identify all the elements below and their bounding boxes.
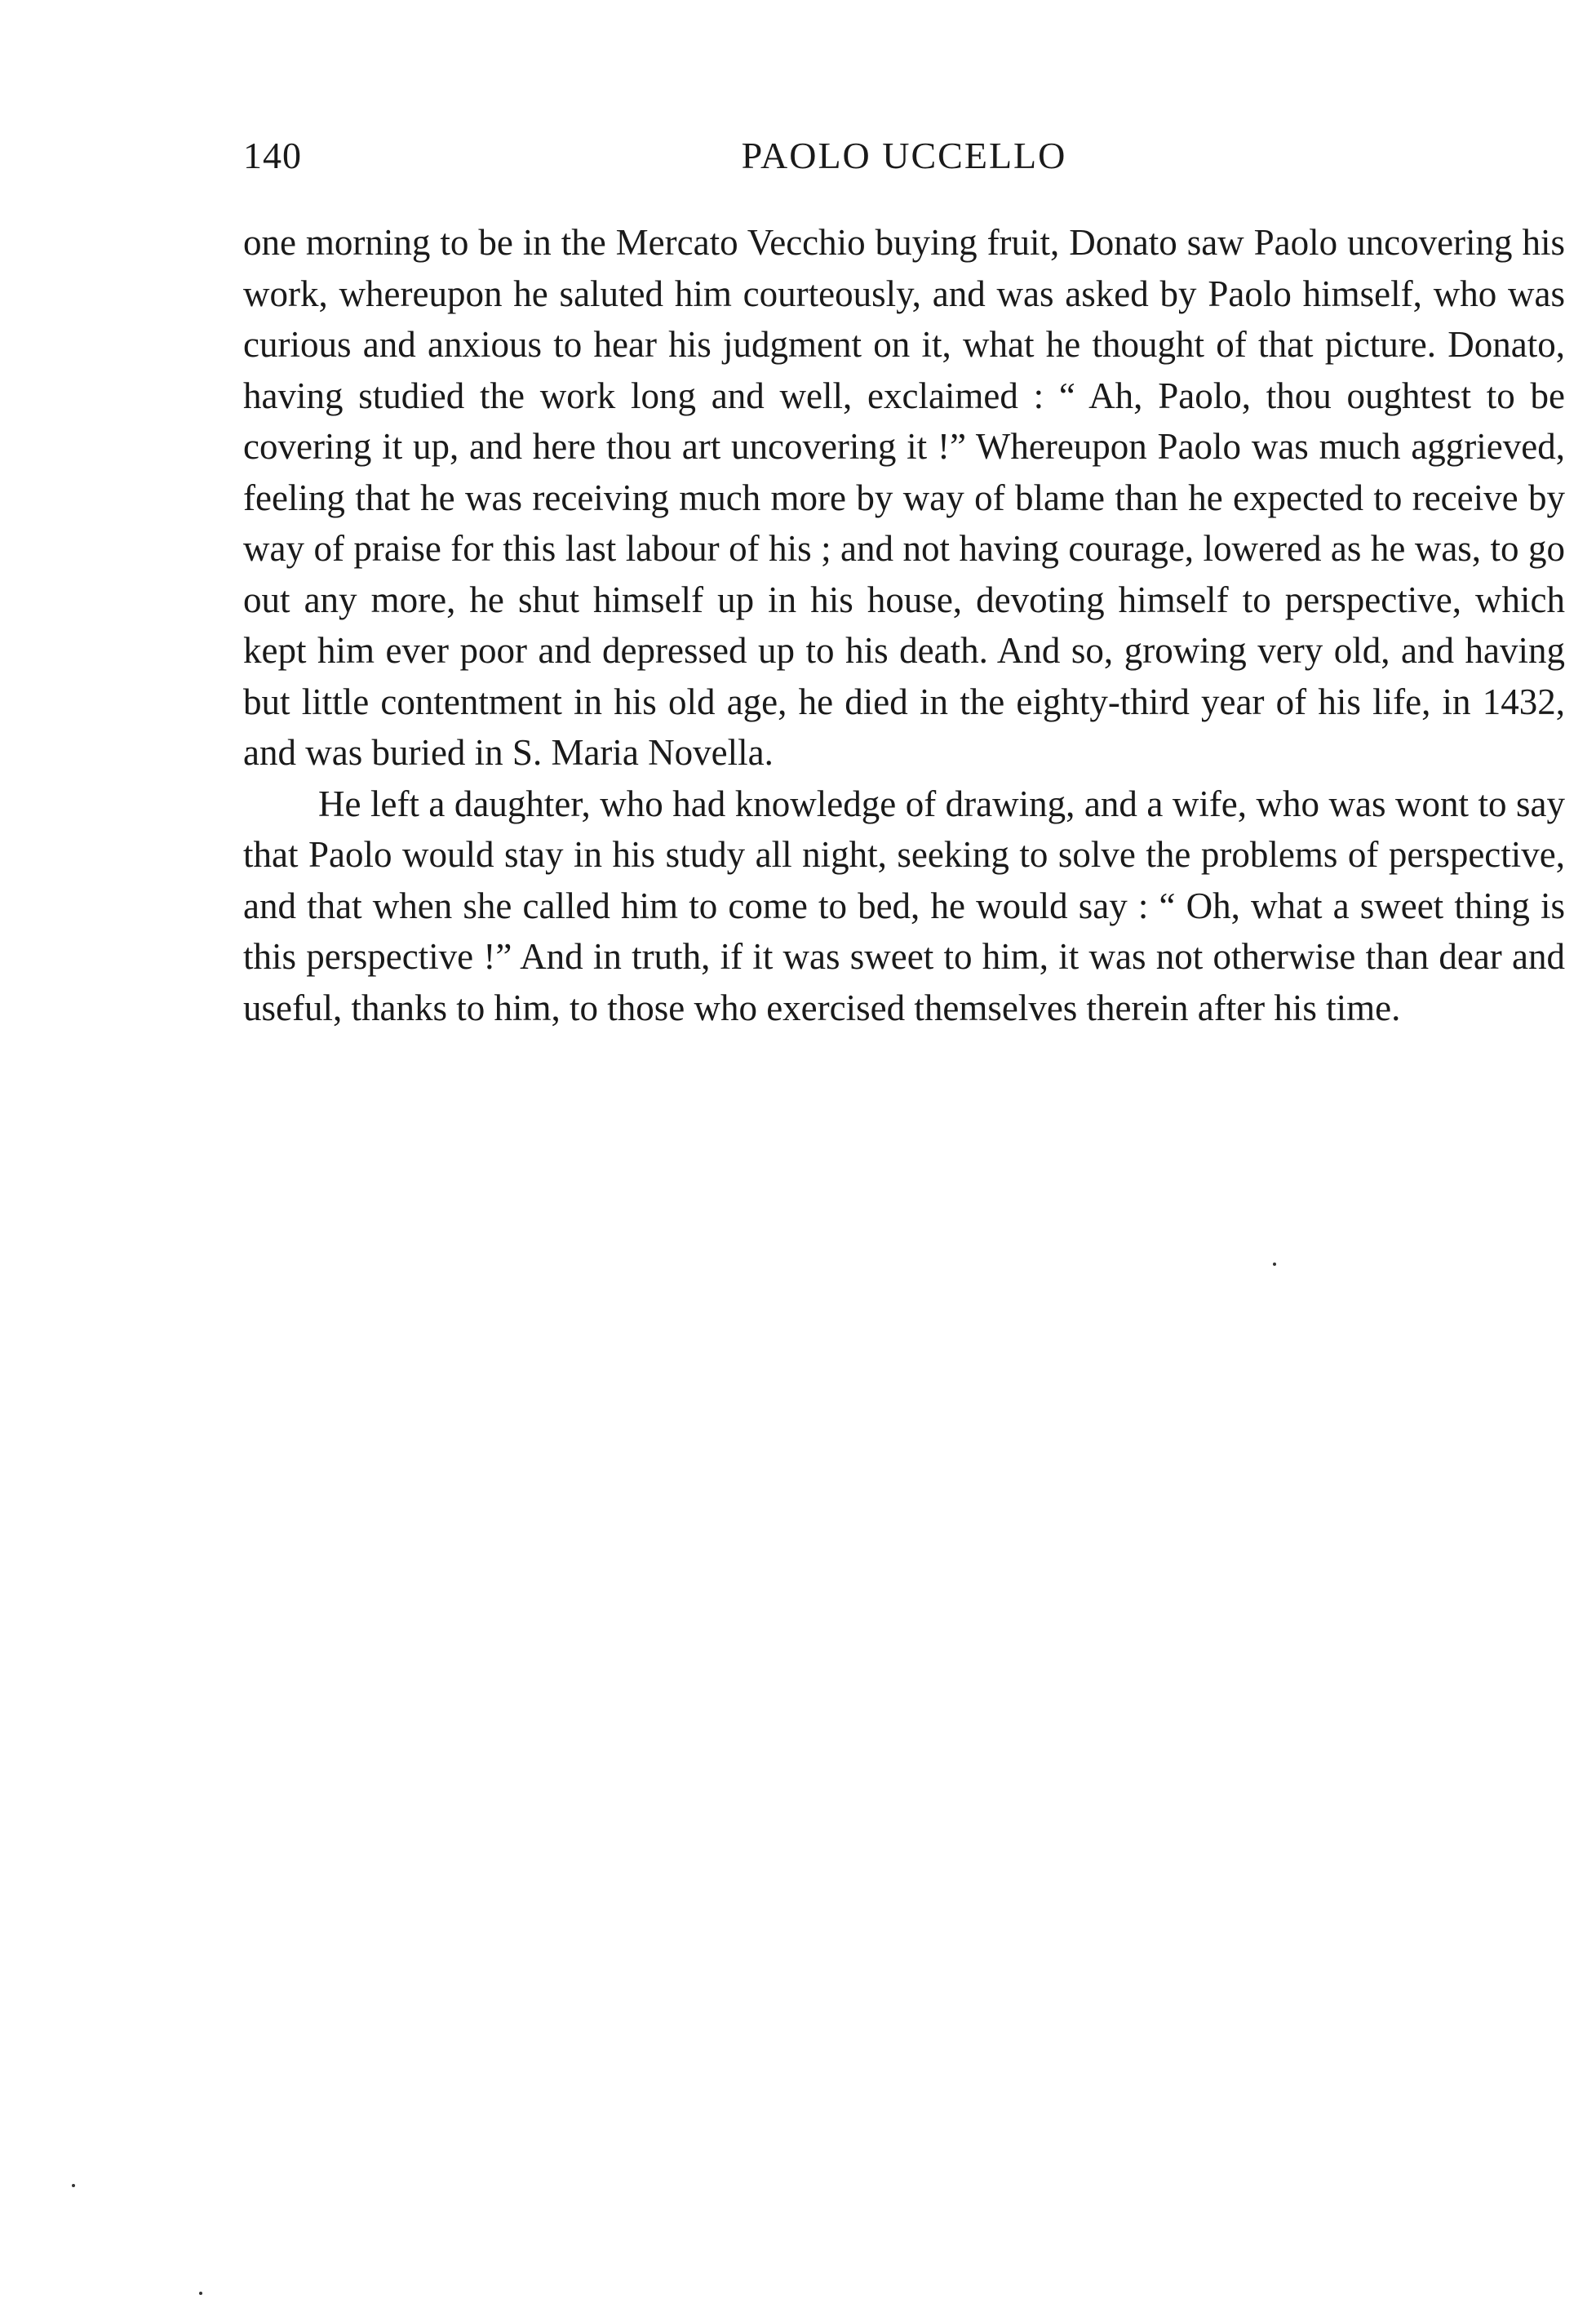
body-text <box>243 217 1565 1033</box>
paragraph: one morning to be in the Mercato Vecchio buying fruit, Donato saw Paolo uncovering his work, whereupon he saluted him courteously, and was asked by Paolo himself, who was curious and anxious to hear his judgment on it, what he thought of that picture. Donato, having studied the work long and well, exclaimed : “ Ah, Paolo, thou oughtest to be covering it up, and here thou art uncovering it !” Whereupon Paolo was much aggrieved, feeling that he was receiving much more by way of blame than he expected to receive by way of praise for this last labour of his ; and not having courage, lowered as he was, to go out any more, he shut himself up in his house, devoting himself to perspective, which kept him ever poor and depressed up to his death. And so, growing very old, and having but little contentment in his old age, he died in the eighty-third year of his life, in 1432, and was buried in S. Maria Novella. <box>243 222 1565 773</box>
scan-speck <box>72 2184 75 2187</box>
scan-speck <box>1273 1263 1276 1266</box>
running-title: PAOLO UCCELLO <box>741 135 1067 176</box>
running-header <box>243 134 1565 183</box>
scan-speck <box>199 2292 202 2295</box>
page-number: 140 <box>243 135 302 176</box>
paragraph: He left a daughter, who had knowledge of drawing, and a wife, who was wont to say that Paolo would stay in his study all night, seeking to solve the problems of perspective, and that when she called him to come to bed, he would say : “ Oh, what a sweet thing is this perspective !” And in truth, if it was sweet to him, it was not otherwise than dear and useful, thanks to him, to those who exercised themselves therein after his time. <box>243 783 1565 1028</box>
